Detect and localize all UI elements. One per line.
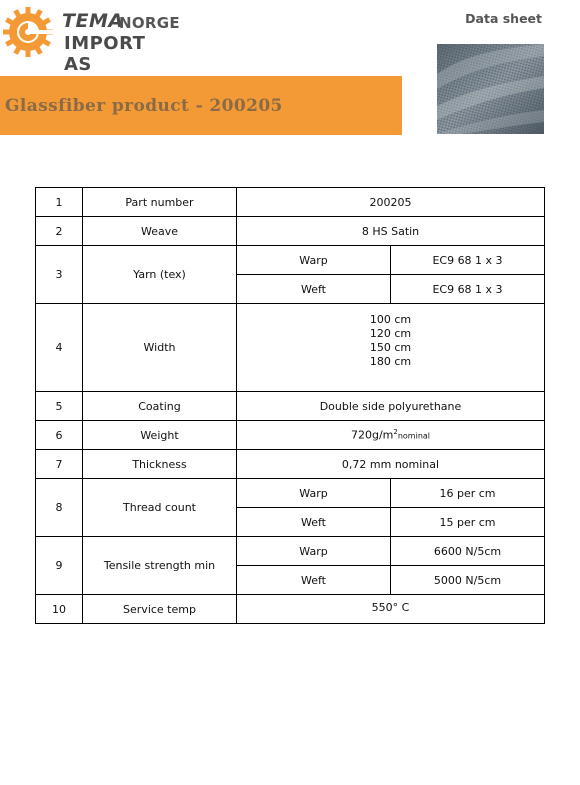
table-row [36,217,545,246]
property-name: Coating [83,392,237,421]
row-number: 3 [36,246,83,304]
sub-label: Warp [237,537,391,566]
row-number: 2 [36,217,83,246]
logo-text-import: IMPORT AS [64,33,146,75]
property-name: Service temp [83,595,237,624]
sub-value: 5000 N/5cm [391,566,545,595]
sub-label: Weft [237,566,391,595]
row-number: 9 [36,537,83,595]
property-name: Tensile strength min [83,537,237,595]
row-number: 5 [36,392,83,421]
table-row [36,421,545,450]
table-row [36,537,545,566]
sub-label: Warp [237,246,391,275]
property-value: 550° C [237,595,545,624]
table-row [36,246,545,275]
property-value: 200205 [237,188,545,217]
width-value: 150 cm [369,341,412,354]
weight-value [237,421,545,450]
sub-value: 6600 N/5cm [391,537,545,566]
row-number: 1 [36,188,83,217]
property-value: 8 HS Satin [237,217,545,246]
width-values [237,304,545,392]
weight-main: 720g/m [350,428,394,442]
document-type-label: Data sheet [465,11,542,26]
table-row [36,188,545,217]
weight-superscript: 2 [393,428,398,437]
property-name: Yarn (tex) [83,246,237,304]
fabric-photo [437,44,544,134]
title-banner [0,76,402,135]
table-row [36,450,545,479]
product-title: Glassfiber product - 200205 [5,96,283,116]
row-number: 6 [36,421,83,450]
width-value: 100 cm [369,313,412,326]
weight-note: nominal [397,431,431,441]
gear-logo-icon [2,6,54,58]
property-name: Thread count [83,479,237,537]
row-number: 8 [36,479,83,537]
row-number: 7 [36,450,83,479]
logo-text-norge: NORGE [119,14,180,32]
property-value: Double side polyurethane [237,392,545,421]
sub-label: Weft [237,275,391,304]
property-name: Weight [83,421,237,450]
row-number: 4 [36,304,83,392]
specification-table [35,187,545,624]
property-name: Thickness [83,450,237,479]
property-name: Width [83,304,237,392]
table-row [36,595,545,624]
width-value: 180 cm [369,355,412,368]
width-value: 120 cm [369,327,412,340]
table-row [36,392,545,421]
sub-value: EC9 68 1 x 3 [391,275,545,304]
table-row [36,304,545,392]
sub-value: EC9 68 1 x 3 [391,246,545,275]
sub-value: 15 per cm [391,508,545,537]
sub-label: Warp [237,479,391,508]
property-name: Part number [83,188,237,217]
property-name: Weave [83,217,237,246]
logo-text-tema: TEMA [62,10,124,32]
company-logo [2,4,180,75]
row-number: 10 [36,595,83,624]
sub-label: Weft [237,508,391,537]
table-row [36,479,545,508]
property-value: 0,72 mm nominal [237,450,545,479]
sub-value: 16 per cm [391,479,545,508]
